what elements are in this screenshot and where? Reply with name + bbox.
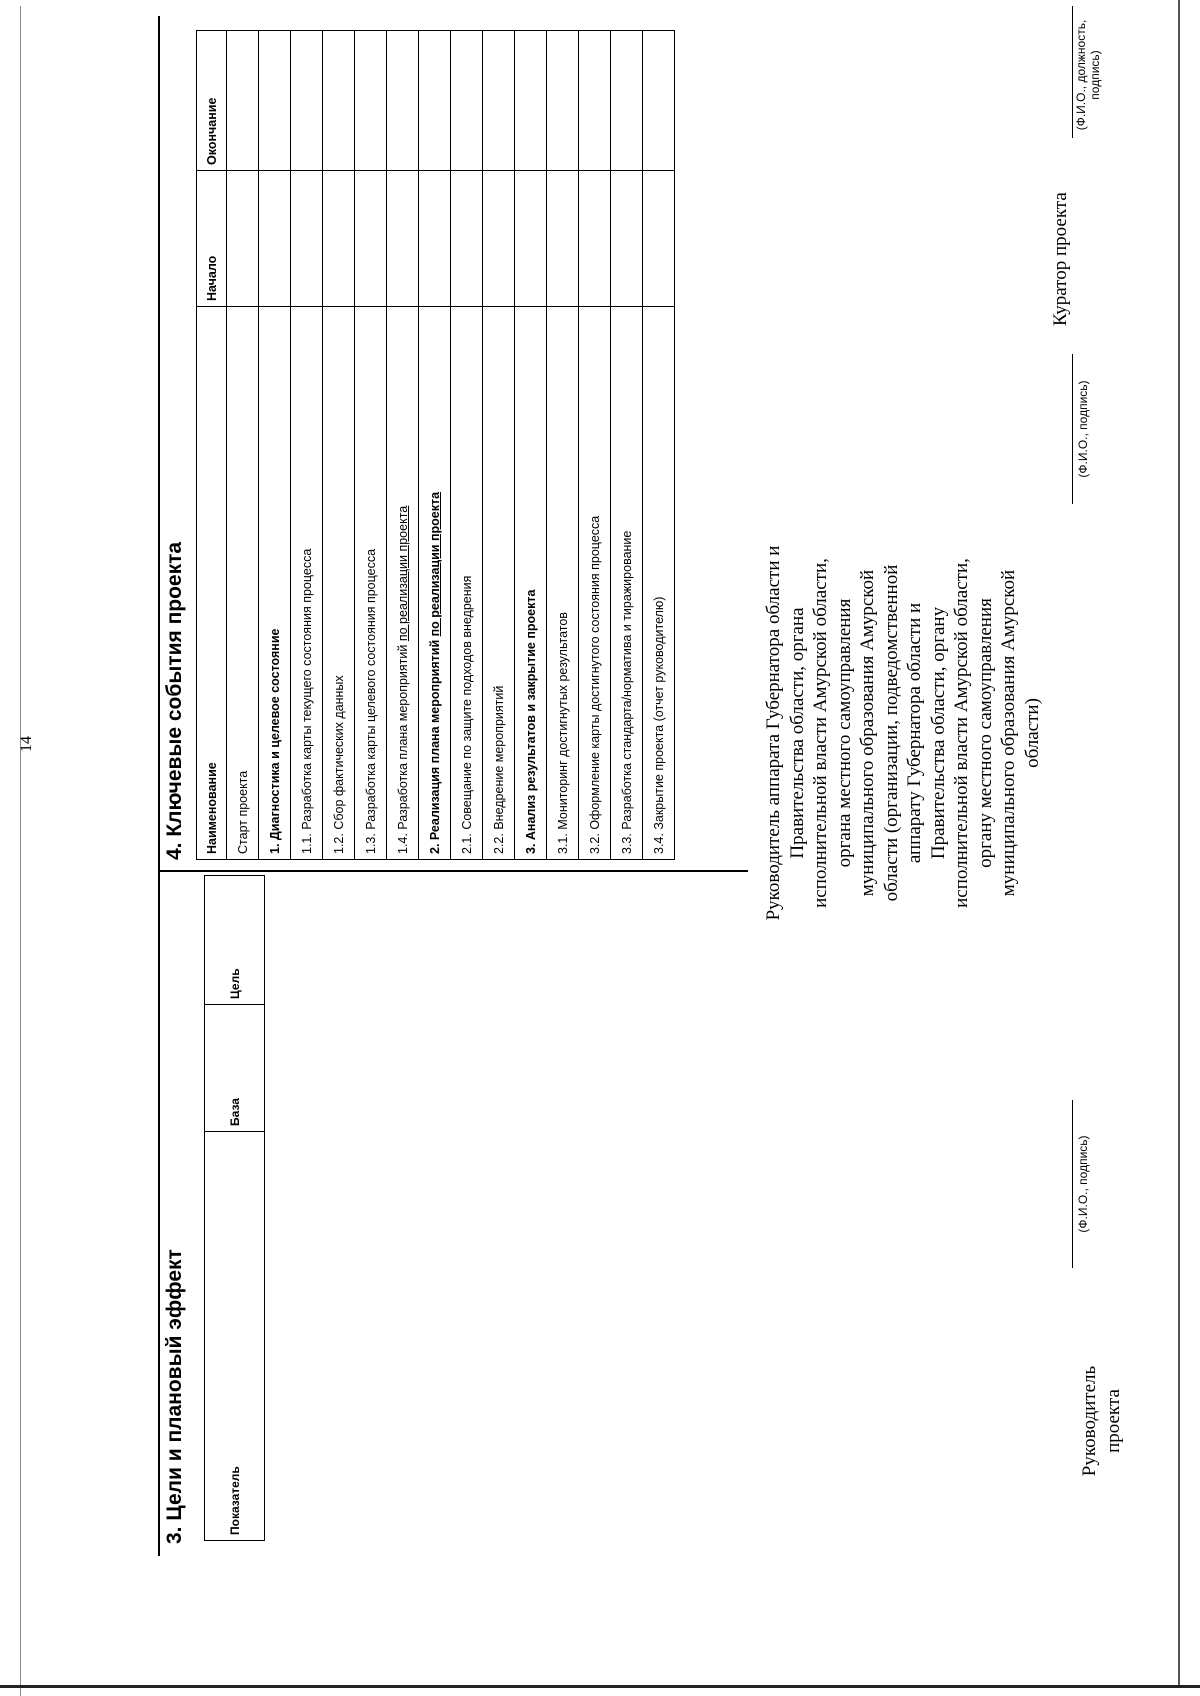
project-head-label <box>1078 1346 1126 1496</box>
event-name: 3.4. Закрытие проекта (отчет руководителю) <box>643 307 675 860</box>
curator-caption <box>1074 0 1102 150</box>
event-end <box>451 31 483 171</box>
event-start <box>547 171 579 307</box>
apparatus-head-line: аппарату Губернатора области и <box>904 602 925 864</box>
project-head-label-line2: проекта <box>1103 1389 1124 1453</box>
event-end <box>419 31 451 171</box>
event-start <box>227 171 259 307</box>
apparatus-head-line: органу местного самоуправления <box>974 598 996 868</box>
scan-edge-top <box>20 6 21 1696</box>
table-row <box>227 31 259 860</box>
project-head-signature-line <box>1072 1100 1073 1268</box>
apparatus-head-line: исполнительной власти Амурской области, <box>810 558 831 908</box>
table-row <box>451 31 483 860</box>
event-start <box>515 171 547 307</box>
header-base: База <box>205 1005 265 1132</box>
curator-caption-line2: подпись) <box>1088 50 1102 100</box>
event-name: Старт проекта <box>227 307 259 860</box>
event-name: 1.1. Разработка карты текущего состояния процесса <box>291 307 323 860</box>
apparatus-head-label <box>762 508 1044 958</box>
event-name: 1. Диагностика и целевое состояние <box>259 307 291 860</box>
event-end <box>355 31 387 171</box>
header-end: Окончание <box>197 31 227 171</box>
event-start <box>323 171 355 307</box>
table-row <box>483 31 515 860</box>
event-name: 3.3. Разработка стандарта/норматива и тиражирование <box>611 307 643 860</box>
event-end <box>387 31 419 171</box>
event-name: 3. Анализ результатов и закрытие проекта <box>515 307 547 860</box>
event-name: 1.4. Разработка плана мероприятий по реализации проекта <box>387 307 419 860</box>
table-row <box>291 31 323 860</box>
event-start <box>419 171 451 307</box>
event-start <box>451 171 483 307</box>
scan-edge-bottom <box>1178 0 1180 1686</box>
scan-edge-left <box>0 1685 1200 1688</box>
table-row <box>643 31 675 860</box>
event-start <box>611 171 643 307</box>
apparatus-head-line: муниципального образования Амурской <box>857 569 878 897</box>
event-name: 3.2. Оформление карты достигнутого состояния процесса <box>579 307 611 860</box>
apparatus-head-line: органа местного самоуправления <box>833 598 855 868</box>
project-head-caption: (Ф.И.О., подпись) <box>1076 1135 1090 1233</box>
event-name: 2. Реализация плана мероприятий по реализации проекта <box>419 307 451 860</box>
event-name: 2.1. Совещание по защите подходов внедрения <box>451 307 483 860</box>
table-row <box>259 31 291 860</box>
apparatus-head-signature-line <box>1072 354 1073 504</box>
table-row <box>579 31 611 860</box>
apparatus-head-line: исполнительной власти Амурской области, <box>951 558 972 908</box>
event-start <box>355 171 387 307</box>
event-start <box>579 171 611 307</box>
event-end <box>643 31 675 171</box>
event-name: 1.2. Сбор фактических данных <box>323 307 355 860</box>
section3-title: 3. Цели и плановый эффект <box>163 1249 186 1544</box>
header-name: Наименование <box>197 307 227 860</box>
event-end <box>291 31 323 171</box>
event-end <box>483 31 515 171</box>
event-end <box>515 31 547 171</box>
apparatus-head-line: области) <box>1021 698 1043 768</box>
table-row <box>387 31 419 860</box>
event-end <box>547 31 579 171</box>
apparatus-head-line: Правительства области, органу <box>927 606 949 860</box>
goals-table <box>204 875 265 1541</box>
event-start <box>387 171 419 307</box>
curator-signature-line <box>1072 6 1073 138</box>
header-target: Цель <box>205 876 265 1005</box>
event-name: 3.1. Мониторинг достигнутых результатов <box>547 307 579 860</box>
curator-caption-line1: (Ф.И.О., должность, <box>1074 19 1088 131</box>
apparatus-head-line: Руководитель аппарата Губернатора области и <box>763 545 784 921</box>
event-end <box>611 31 643 171</box>
event-name: 2.2. Внедрение мероприятий <box>483 307 515 860</box>
event-start <box>291 171 323 307</box>
top-rule <box>158 16 160 1556</box>
section-divider <box>158 870 748 872</box>
page-number: 14 <box>18 736 35 752</box>
header-indicator: Показатель <box>205 1132 265 1541</box>
table-row <box>547 31 579 860</box>
table-row <box>355 31 387 860</box>
table-row <box>515 31 547 860</box>
curator-label: Куратор проекта <box>1050 192 1071 326</box>
apparatus-head-line: области (организации, подведомственной <box>880 564 902 902</box>
event-end <box>227 31 259 171</box>
event-start <box>259 171 291 307</box>
apparatus-head-line: муниципального образования Амурской <box>998 569 1019 897</box>
events-table <box>196 30 675 860</box>
section4-title: 4. Ключевые события проекта <box>163 541 186 860</box>
event-end <box>259 31 291 171</box>
event-start <box>643 171 675 307</box>
event-start <box>483 171 515 307</box>
event-end <box>579 31 611 171</box>
table-row <box>419 31 451 860</box>
event-end <box>323 31 355 171</box>
header-start: Начало <box>197 171 227 307</box>
event-name: 1.3. Разработка карты целевого состояния процесса <box>355 307 387 860</box>
project-head-label-line1: Руководитель <box>1079 1365 1100 1477</box>
table-row <box>611 31 643 860</box>
apparatus-head-caption: (Ф.И.О., подпись) <box>1076 380 1090 478</box>
apparatus-head-line: Правительства области, органа <box>786 607 808 859</box>
table-row <box>323 31 355 860</box>
